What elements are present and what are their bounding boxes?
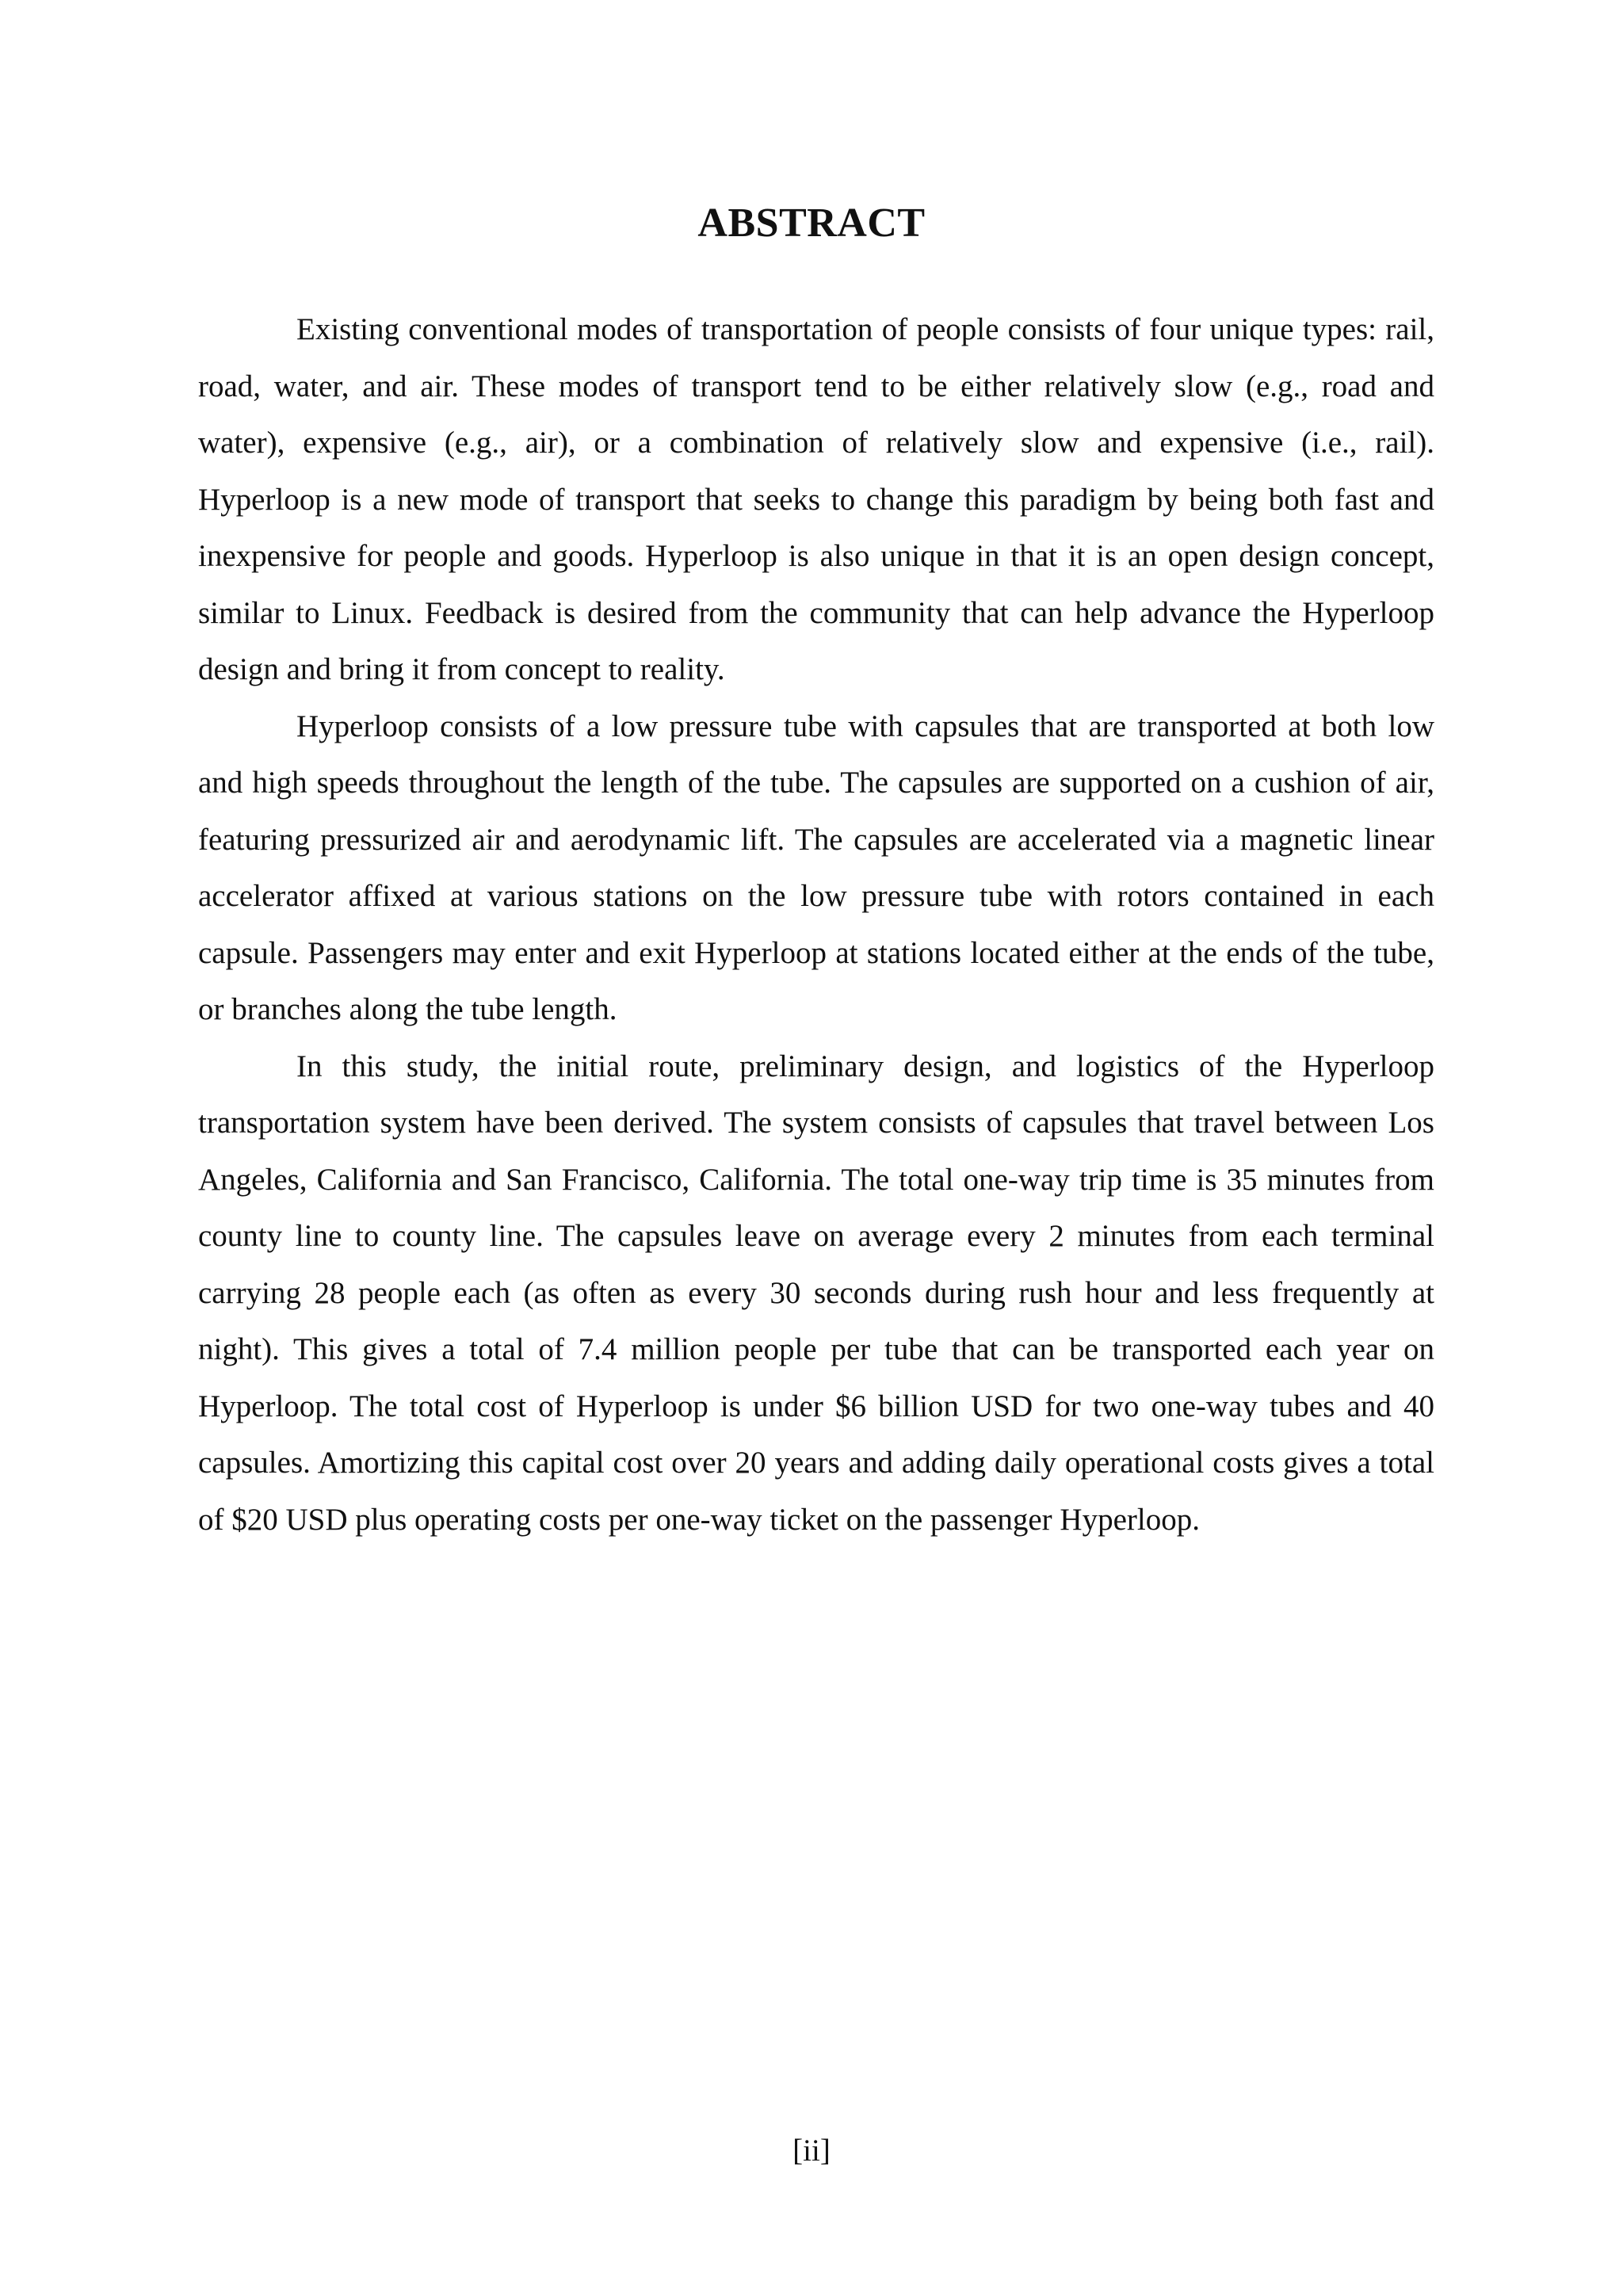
page-number: [ii] xyxy=(792,2134,831,2168)
abstract-paragraph-3: In this study, the initial route, preliminary design, and logistics of the Hyperloop transportation system have been derived. The system consists of capsules that travel between Los Angeles, California and San Francisco, California. The total one-way trip time is 35 minutes from county line to county line. The capsules leave on average every 2 minutes from each terminal carrying 28 people each (as often as every 30 seconds during rush hour and less frequently at night). This gives a total of 7.4 million people per tube that can be transported each year on Hyperloop. The total cost of Hyperloop is under $6 billion USD for two one-way tubes and 40 capsules. Amortizing this capital cost over 20 years and adding daily operational costs gives a total of $20 USD plus operating costs per one-way ticket on the passenger Hyperloop. xyxy=(198,1049,1434,1537)
abstract-paragraph-1: Existing conventional modes of transportation of people consists of four unique types: rail, road, water, and air. These modes of transport tend to be either relatively slow (e.g., road and water), expensive (e.g., air), or a combination of relatively slow and expensive (i.e., rail). Hyperloop is a new mode of transport that seeks to change this paradigm by being both fast and inexpensive for people and goods. Hyperloop is also unique in that it is an open design concept, similar to Linux. Feedback is desired from the community that can help advance the Hyperloop design and bring it from concept to reality. xyxy=(198,312,1434,686)
page-title: ABSTRACT xyxy=(697,201,926,246)
abstract-paragraph-2: Hyperloop consists of a low pressure tube with capsules that are transported at both low and high speeds throughout the length of the tube. The capsules are supported on a cushion of air, featuring pressurized air and aerodynamic lift. The capsules are accelerated via a magnetic linear accelerator affixed at various stations on the low pressure tube with rotors contained in each capsule. Passengers may enter and exit Hyperloop at stations located either at the ends of the tube, or branches along the tube length. xyxy=(198,709,1434,1026)
abstract-body xyxy=(198,301,1434,1548)
